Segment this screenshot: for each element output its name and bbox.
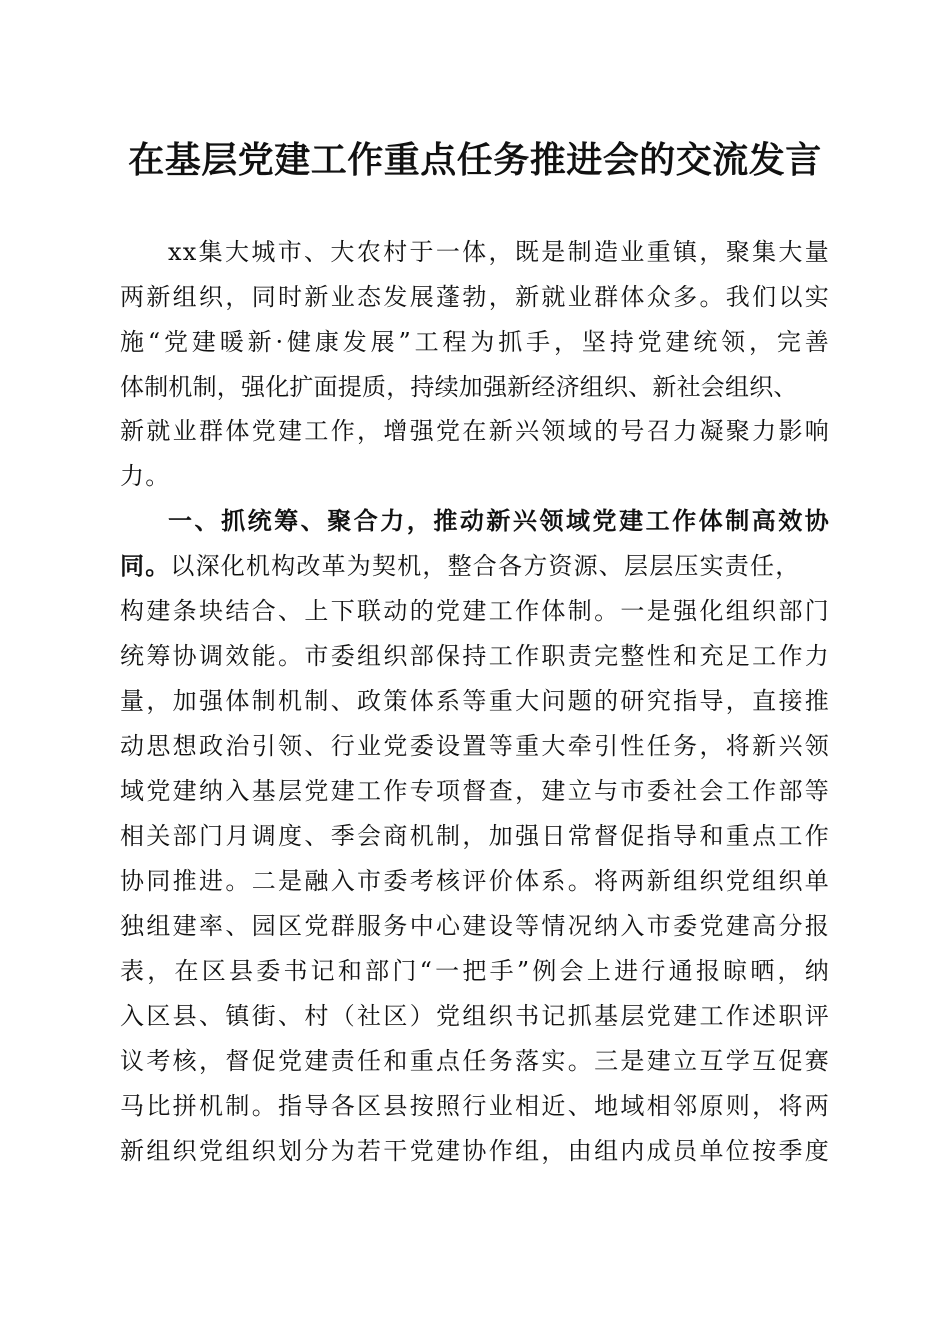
intro-line-1: xx集大城市、大农村于一体，既是制造业重镇，聚集大量 [168, 238, 830, 266]
section-1-line: 量，加强体制机制、政策体系等重大问题的研究指导，直接推 [120, 687, 830, 715]
intro-line-3: 施“党建暖新·健康发展”工程为抓手，坚持党建统领，完善 [120, 328, 830, 356]
section-1-heading: 一、抓统筹、聚合力，推动新兴领域党建工作体制高效协 [168, 507, 830, 535]
document-title: 在基层党建工作重点任务推进会的交流发言 [128, 139, 822, 181]
section-1-line: 马比拼机制。指导各区县按照行业相近、地域相邻原则，将两 [120, 1092, 830, 1120]
section-1-line: 议考核，督促党建责任和重点任务落实。三是建立互学互促赛 [120, 1047, 830, 1075]
intro-line-6: 力。 [120, 462, 171, 490]
section-1-line: 新组织党组织划分为若干党建协作组，由组内成员单位按季度 [120, 1137, 830, 1165]
section-1-heading-end: 同。 [120, 552, 171, 580]
section-1-line: 统筹协调效能。市委组织部保持工作职责完整性和充足工作力 [120, 642, 830, 670]
section-1-heading-continued [120, 544, 830, 588]
section-1-line: 构建条块结合、上下联动的党建工作体制。一是强化组织部门 [120, 597, 830, 625]
section-1-body-start: 以深化机构改革为契机，整合各方资源、层层压实责任， [170, 552, 801, 580]
intro-line-2: 两新组织，同时新业态发展蓬勃，新就业群体众多。我们以实 [120, 283, 830, 311]
section-1-line: 入区县、镇街、村（社区）党组织书记抓基层党建工作述职评 [120, 1002, 830, 1030]
section-1-line: 域党建纳入基层党建工作专项督查，建立与市委社会工作部等 [120, 777, 830, 805]
section-1-line: 表，在区县委书记和部门“一把手”例会上进行通报晾晒，纳 [120, 957, 830, 985]
section-1-line: 相关部门月调度、季会商机制，加强日常督促指导和重点工作 [120, 822, 830, 850]
section-1-line: 独组建率、园区党群服务中心建设等情况纳入市委党建高分报 [120, 912, 830, 940]
section-1-line: 协同推进。二是融入市委考核评价体系。将两新组织党组织单 [120, 867, 830, 895]
intro-line-4: 体制机制，强化扩面提质，持续加强新经济组织、新社会组织、 [120, 373, 798, 401]
intro-line-5: 新就业群体党建工作，增强党在新兴领域的号召力凝聚力影响 [120, 417, 830, 445]
section-1-line: 动思想政治引领、行业党委设置等重大牵引性任务，将新兴领 [120, 732, 830, 760]
